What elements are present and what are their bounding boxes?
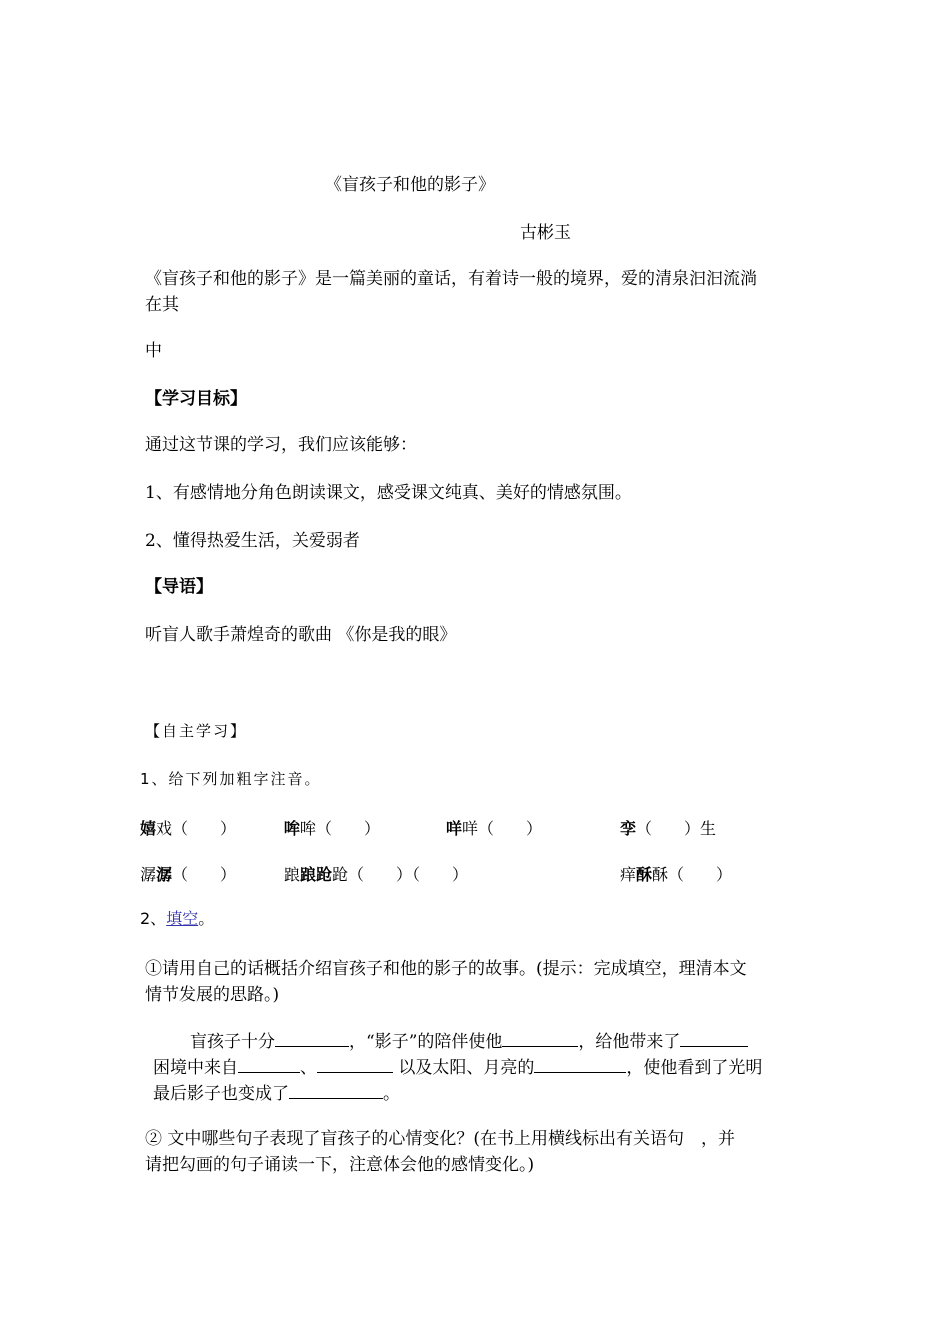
bold-char: 潺 — [156, 865, 173, 884]
question-2 — [140, 908, 214, 930]
q2-suffix: 。 — [198, 909, 215, 928]
answer-blank[interactable] — [275, 1030, 349, 1047]
intro-line-1: 《盲孩子和他的影子》是一篇美丽的童话，有着诗一般的境界，爱的清泉汩汩流淌 — [145, 269, 757, 289]
fill-text: 困境中来自 — [153, 1058, 238, 1078]
bold-char: 嬉 — [140, 819, 157, 838]
item-pre: 痒 — [620, 865, 637, 884]
pinyin-item — [446, 816, 542, 839]
goal-1: 1、有感情地分角色朗读课文，感受课文纯真、美好的情感氛围。 — [145, 483, 632, 503]
question-1: 1、给下列加粗字注音。 — [140, 770, 322, 788]
bold-char: 踉跄 — [300, 865, 333, 884]
intro-line-2: 在其 — [145, 295, 179, 315]
bold-char: 酥 — [636, 865, 653, 884]
sub-question-2-line-1: ② 文中哪些句子表现了盲孩子的心情变化？(在书上用横线标出有关语句 ，并 — [145, 1129, 736, 1149]
goals-heading: 【学习目标】 — [145, 389, 247, 409]
goal-2: 2、懂得热爱生活，关爱弱者 — [145, 531, 360, 551]
intro-line-3: 中 — [145, 341, 162, 361]
sub-question-1-line-1: ①请用自己的话概括介绍盲孩子和他的影子的故事。(提示：完成填空，理清本文 — [145, 959, 747, 979]
fill-blank-link[interactable]: 填空 — [166, 909, 199, 928]
fill-text: 以及太阳、月亮的 — [393, 1058, 535, 1078]
bold-char: 孪 — [620, 819, 637, 838]
sub-question-2-line-2: 请把勾画的句子诵读一下，注意体会他的感情变化。) — [145, 1155, 535, 1175]
item-rest: 哞（ ） — [300, 819, 381, 838]
fill-text: 、 — [300, 1058, 317, 1078]
item-rest: 酥（ ） — [652, 865, 733, 884]
item-rest: （ ） — [172, 865, 237, 884]
pinyin-item — [140, 816, 236, 839]
answer-blank[interactable] — [680, 1030, 748, 1047]
fill-text: ，“影子”的陪伴使他 — [349, 1032, 503, 1052]
answer-blank[interactable] — [317, 1056, 393, 1073]
self-study-heading: 【自主学习】 — [145, 722, 248, 740]
pinyin-item — [284, 816, 380, 839]
fill-text: 盲孩子十分 — [190, 1032, 275, 1052]
goals-lead: 通过这节课的学习，我们应该能够： — [145, 435, 417, 455]
fill-text: ，给他带来了 — [578, 1032, 681, 1052]
q2-prefix: 2、 — [140, 909, 167, 928]
fill-line-1 — [190, 1030, 748, 1053]
item-rest: 戏（ ） — [156, 819, 237, 838]
author-name: 古彬玉 — [520, 223, 571, 243]
bold-char: 哞 — [284, 819, 301, 838]
fill-text: 。 — [383, 1084, 400, 1104]
fill-text: ，使他看到了光明 — [626, 1058, 763, 1078]
fill-line-3 — [153, 1082, 400, 1105]
answer-blank[interactable] — [289, 1082, 383, 1099]
answer-blank[interactable] — [502, 1030, 578, 1047]
item-rest: 咩（ ） — [462, 819, 543, 838]
fill-text: 最后影子也变成了 — [153, 1084, 289, 1104]
pinyin-item — [620, 816, 716, 839]
doc-title: 《盲孩子和他的影子》 — [325, 175, 495, 195]
item-rest: （ ）生 — [636, 819, 717, 838]
sub-question-1-line-2: 情节发展的思路。) — [145, 985, 280, 1005]
guide-heading: 【导语】 — [145, 577, 213, 597]
bold-char: 咩 — [446, 819, 463, 838]
item-pre: 潺 — [140, 865, 157, 884]
pinyin-item — [140, 862, 236, 885]
item-rest: 跄（ ）（ ） — [332, 865, 469, 884]
answer-blank[interactable] — [534, 1056, 626, 1073]
answer-blank[interactable] — [238, 1056, 300, 1073]
fill-line-2 — [153, 1056, 762, 1079]
pinyin-item — [620, 862, 732, 885]
item-pre: 踉 — [284, 865, 301, 884]
guide-text: 听盲人歌手萧煌奇的歌曲 《你是我的眼》 — [145, 625, 457, 645]
pinyin-item — [284, 862, 468, 885]
